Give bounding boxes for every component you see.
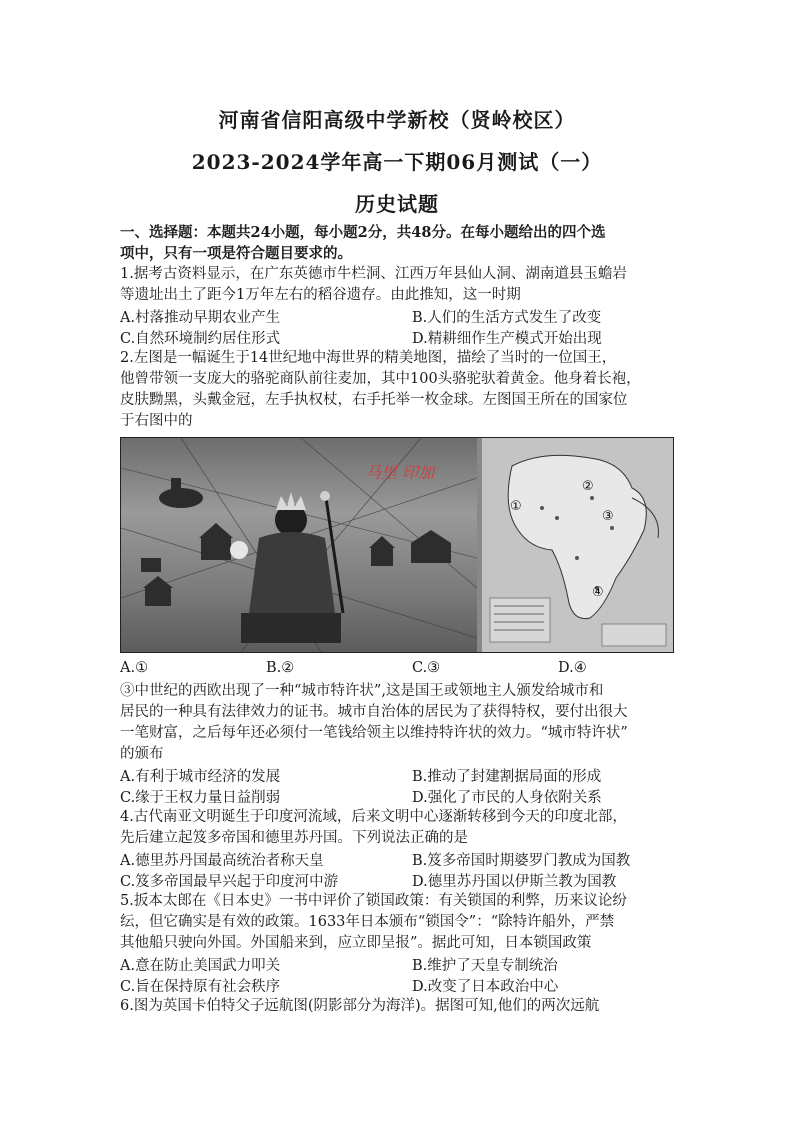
q6-stem-line1: 6.图为英国卡伯特父子远航图(阴影部分为海洋)。据图可知,他们的两次远航: [120, 998, 600, 1014]
q5-stem-line1: 5.扳本太郎在《日本史》一书中评价了锁国政策：有关锁国的利弊，历来议论纷: [120, 893, 627, 909]
q5-option-a: A.意在防止美国武力叩关: [120, 958, 281, 974]
q3-stem-line3: 一笔财富，之后每年还必须付一笔钱给领主以维持特许状的效力。“城市特许状”: [120, 725, 628, 741]
map-marker-1: ①: [510, 499, 522, 514]
q5-option-b: B.维护了天皇专制统治: [412, 958, 558, 974]
q4-stem-line2: 先后建立起笈多帝国和德里苏丹国。下列说法正确的是: [120, 830, 468, 846]
q1-option-c: C.自然环境制约居住形式: [120, 331, 281, 347]
q2-stem-line4: 于右图中的: [120, 413, 193, 429]
school-title: 河南省信阳高级中学新校（贤岭校区）: [218, 108, 576, 132]
q5-stem-line2: 纭，但它确实是有效的政策。1633年日本颁布“锁国令”：“除特许船外，严禁: [120, 914, 615, 930]
q4-option-c: C.笈多帝国最早兴起于印度河中游: [120, 874, 339, 890]
q2-option-b: B.②: [266, 660, 295, 676]
q5-option-d: D.改变了日本政治中心: [412, 979, 559, 995]
africa-map-image: [482, 438, 673, 652]
q3-option-b: B.推动了封建割据局面的形成: [412, 769, 602, 785]
q2-stem-line2: 他曾带领一支庞大的骆驼商队前往麦加，其中100头骆驼驮着黄金。他身着长袍，: [120, 371, 641, 387]
exam-title: 2023-2024学年高一下期06月测试（一）: [191, 150, 603, 174]
section-heading-line2: 项中，只有一项是符合题目要求的。: [120, 245, 352, 262]
q4-stem-line1: 4.古代南亚文明诞生于印度河流域，后来文明中心逐渐转移到今天的印度北部，: [120, 809, 627, 825]
q3-option-d: D.强化了市民的人身依附关系: [412, 790, 602, 806]
q3-stem-line2: 居民的一种具有法律效力的证书。城市自治体的居民为了获得特权，要付出很大: [120, 704, 628, 720]
subject-title: 历史试题: [355, 192, 439, 216]
q1-option-a: A.村落推动早期农业产生: [120, 310, 281, 326]
q1-stem-line2: 等遗址出土了距今1万年左右的稻谷遗存。由此推知，这一时期: [120, 287, 521, 303]
q2-option-c: C.③: [412, 660, 441, 676]
q4-option-b: B.笈多帝国时期婆罗门教成为国教: [412, 853, 631, 869]
q1-stem-line1: 1.据考古资料显示，在广东英德市牛栏洞、江西万年县仙人洞、湖南道县玉蟾岩: [120, 266, 627, 282]
map-marker-2: ②: [582, 479, 594, 494]
q4-option-d: D.德里苏丹国以伊斯兰教为国教: [412, 874, 617, 890]
q3-option-c: C.缘于王权力量日益削弱: [120, 790, 281, 806]
q4-option-a: A.德里苏丹国最高统治者称天皇: [120, 853, 324, 869]
q1-option-b: B.人们的生活方式发生了改变: [412, 310, 602, 326]
q5-stem-line3: 其他船只驶向外国。外国船来到，应立即呈报”。据此可知，日本锁国政策: [120, 935, 592, 951]
section-heading-line1: 一、选择题：本题共24小题，每小题2分，共48分。在每小题给出的四个选: [120, 224, 606, 241]
q2-stem-line3: 皮肤黝黑，头戴金冠，左手执权杖，右手托举一枚金球。左图国王所在的国家位: [120, 392, 628, 408]
map-marker-4: ④: [592, 585, 604, 600]
africa-map: [482, 438, 673, 652]
q3-option-a: A.有利于城市经济的发展: [120, 769, 281, 785]
q3-stem-line4: 的颁布: [120, 746, 164, 762]
q1-option-d: D.精耕细作生产模式开始出现: [412, 331, 602, 347]
q5-option-c: C.旨在保持原有社会秩序: [120, 979, 281, 995]
q2-stem-line1: 2.左图是一幅诞生于14世纪地中海世界的精美地图，描绘了当时的一位国王，: [120, 350, 617, 366]
q2-option-a: A.①: [120, 660, 149, 676]
handwritten-note: 马里 印加: [365, 463, 435, 482]
q2-option-d: D.④: [558, 660, 587, 676]
q3-stem-line1: ③中世纪的西欧出现了一种“城市特许状”,这是国王或领地主人颁发给城市和: [120, 683, 604, 699]
map-marker-3: ③: [602, 509, 614, 524]
